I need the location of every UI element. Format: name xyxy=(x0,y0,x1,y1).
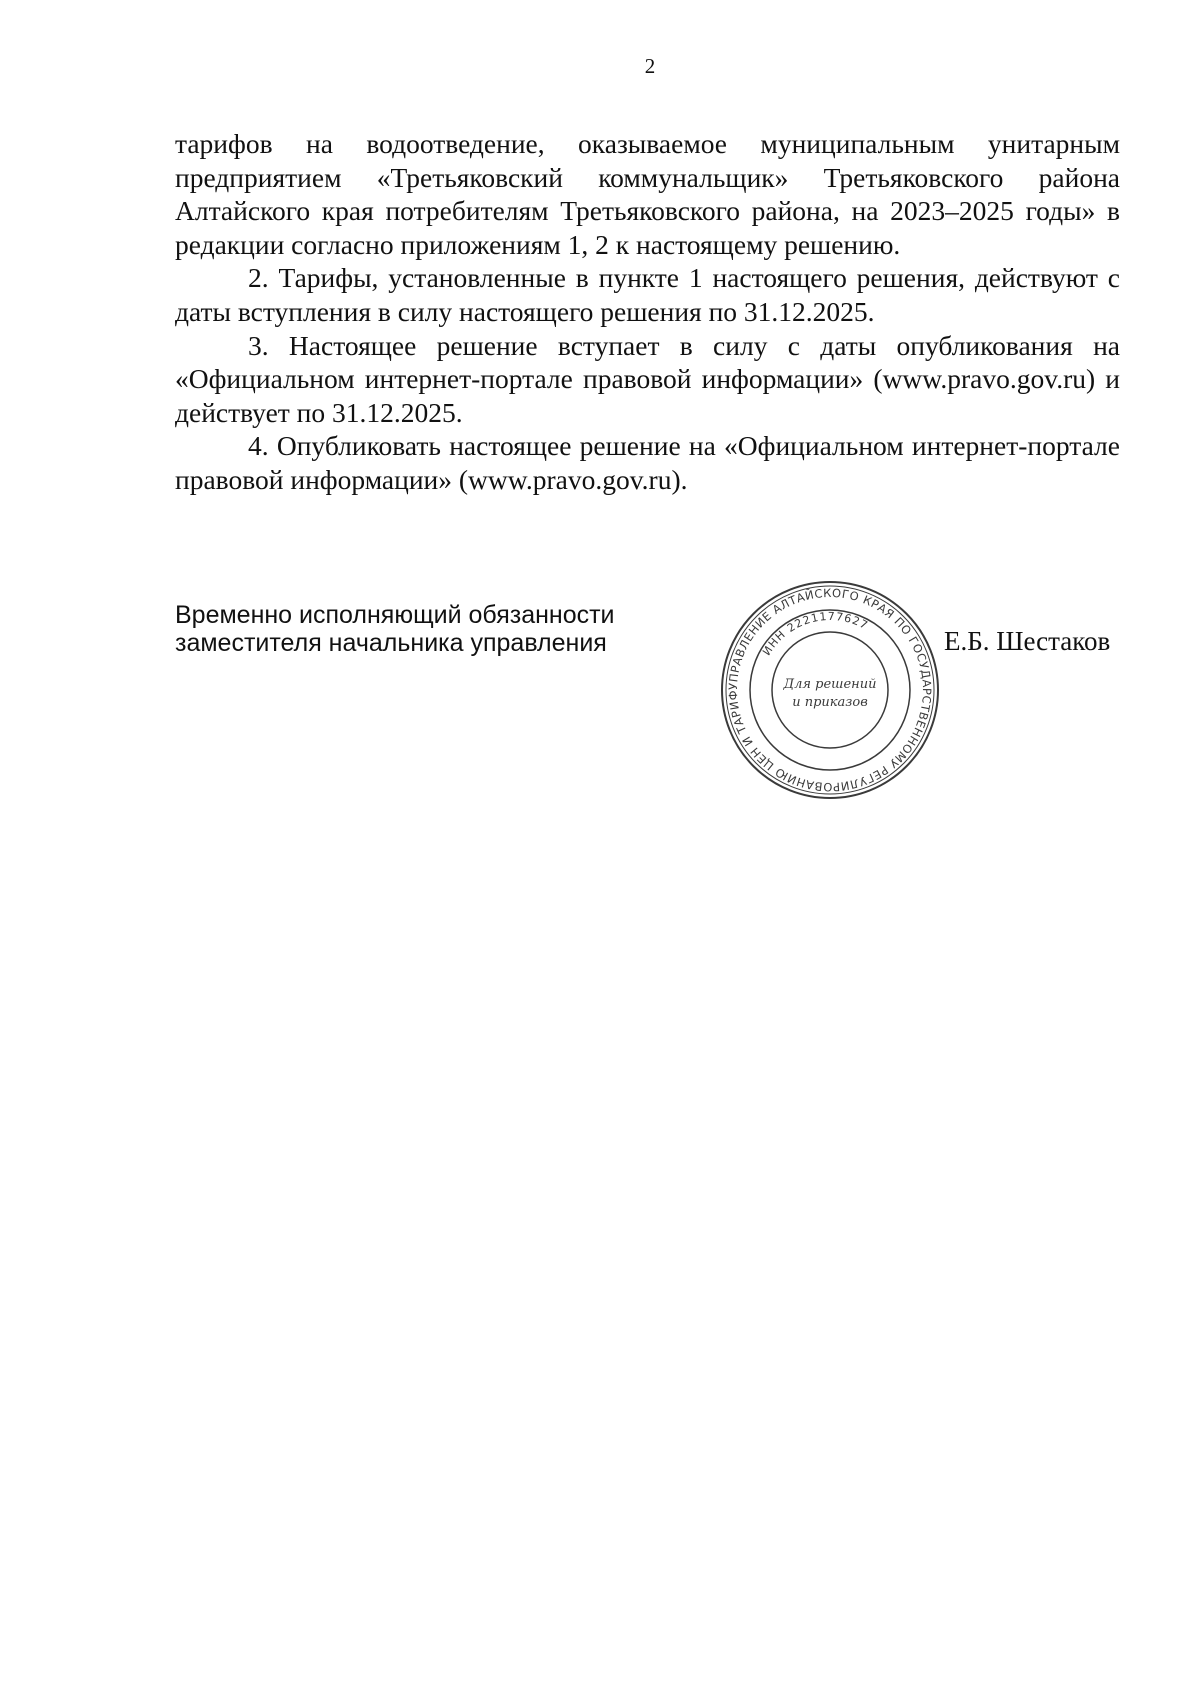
paragraph-3: 3. Настоящее решение вступает в силу с даты опубликования на «Официальном интернет-портале правовой информации» (www.pravo.gov.ru) и действует по 31.12.2025. xyxy=(175,329,1120,428)
signature-block xyxy=(175,601,615,657)
stamp-outer-text: УПРАВЛЕНИЕ АЛТАЙСКОГО КРАЯ ПО ГОСУДАРСТВЕННОМУ РЕГУЛИРОВАНИЮ ЦЕН И ТАРИФ xyxy=(725,585,935,795)
page-number: 2 xyxy=(644,54,656,78)
stamp-center-line-2: и приказов xyxy=(792,695,868,710)
signer-name: Е.Б. Шестаков xyxy=(944,626,1111,656)
document-body xyxy=(175,127,1120,497)
paragraph-continuation: тарифов на водоотведение, оказываемое муниципальным унитарным предприятием «Третьяковский коммунальщик» Третьяковского района Алтайского края потребителям Третьяковского района, на 2023–2025 годы» в редакции согласно приложениям 1, 2 к настоящему решению. xyxy=(175,128,1120,260)
stamp-inn-text: ИНН 2221177627 xyxy=(760,609,871,658)
stamp-seal-icon xyxy=(718,578,942,802)
paragraph-4: 4. Опубликовать настоящее решение на «Официальном интернет-портале правовой информации» (www.pravo.gov.ru). xyxy=(175,430,1120,495)
signer-position-line-2: заместителя начальника управления xyxy=(175,629,607,657)
official-stamp xyxy=(718,578,942,802)
stamp-center-line-1: Для решений xyxy=(783,677,877,692)
paragraph-2: 2. Тарифы, установленные в пункте 1 настоящего решения, действуют с даты вступления в силу настоящего решения по 31.12.2025. xyxy=(175,262,1120,327)
signer-position-line-1: Временно исполняющий обязанности xyxy=(175,601,615,629)
